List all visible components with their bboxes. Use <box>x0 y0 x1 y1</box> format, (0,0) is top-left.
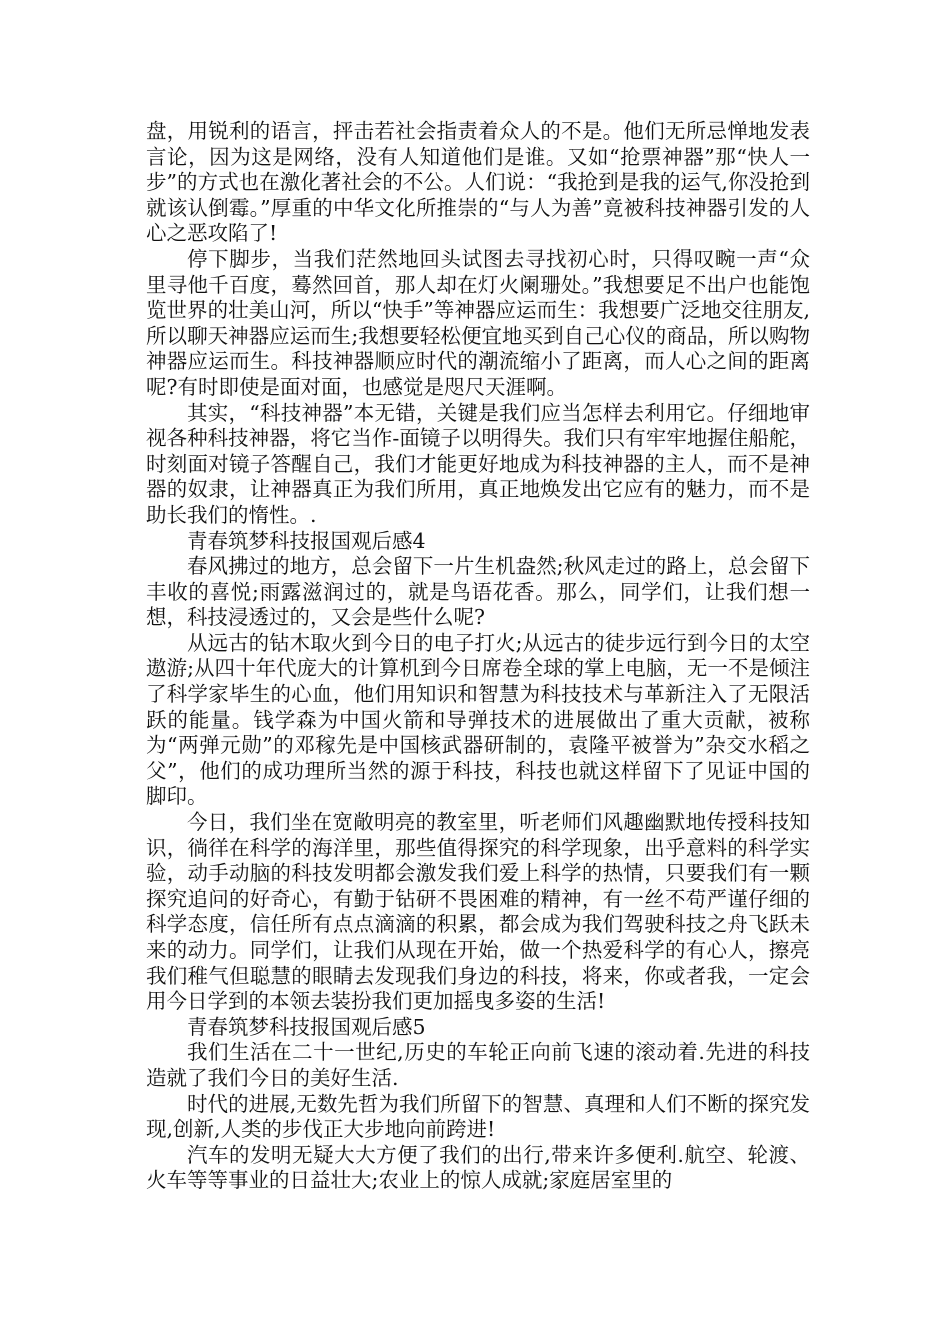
paragraph: 汽车的发明无疑大大方便了我们的出行,带来许多便利.航空、轮渡、火车等等事业的日益壮大;农业上的惊人成就;家庭居室里的 <box>146 1142 810 1193</box>
paragraph: 其实，“科技神器”本无错，关键是我们应当怎样去利用它。仔细地审视各种科技神器，将它当作-面镜子以明得失。我们只有牢牢地握住船舵，时刻面对镜子答醒自己，我们才能更好地成为科技神器的主人，而不是神器的奴隶，让神器真正为我们所用，真正地焕发出它应有的魅力，而不是助长我们的惰性。. <box>146 400 810 527</box>
section-heading: 青春筑梦科技报国观后感5 <box>187 1014 426 1039</box>
paragraph: 时代的进展,无数先哲为我们所留下的智慧、真理和人们不断的探究发现,创新,人类的步伐正大步地向前跨进! <box>146 1091 810 1142</box>
paragraph: 停下脚步，当我们茫然地回头试图去寻找初心时，只得叹畹一声“众里寻他千百度，蓦然回首，那人却在灯火阑珊处。”我想要足不出户也能饱览世界的壮美山河，所以“快手”等神器应运而生：我想要广泛地交往朋友,所以聊天神器应运而生;我想要轻松便宜地买到自己心仪的商品，所以购物神器应运而生。科技神器顺应时代的潮流缩小了距离，而人心之间的距离呢?有时即使是面对面，也感觉是咫尺天涯啊。 <box>146 246 810 399</box>
paragraph: 我们生活在二十一世纪,历史的车轮正向前飞速的滚动着.先进的科技造就了我们今日的美好生活. <box>146 1040 810 1090</box>
paragraph: 春风拂过的地方，总会留下一片生机盎然;秋风走过的路上，总会留下丰收的喜悦;雨露滋润过的，就是鸟语花香。那么，同学们，让我们想一想，科技浸透过的，又会是些什么呢? <box>146 554 810 630</box>
paragraph: 从远古的钻木取火到今日的电子打火;从远古的徒步远行到今日的太空遨游;从四十年代庞大的计算机到今日席卷全球的掌上电脑，无一不是倾注了科学家毕生的心血，他们用知识和智慧为科技技术与革新注入了无限活跃的能量。钱学森为中国火箭和导弹技术的进展做出了重大贡献，被称为“两弹元勋”的邓稼先是中国核武器研制的，袁隆平被誉为”杂交水稻之父”，他们的成功理所当然的源于科技，科技也就这样留下了见证中国的脚印。 <box>146 630 810 809</box>
paragraph-continued: 盘，用锐利的语言，抨击若社会指责着众人的不是。他们无所忌惮地发表言论，因为这是网络，没有人知道他们是谁。又如“抢票神器”那“快人一步”的方式也在激化著社会的不公。人们说：“我抢到是我的运气,你没抢到就该认倒霉。”厚重的中华文化所推崇的“与人为善”竟被科技神器引发的人心之恶攻陷了! <box>146 119 810 246</box>
paragraph: 今日，我们坐在宽敞明亮的教室里，听老师们风趣幽默地传授科技知识，徜徉在科学的海洋里，那些值得探究的科学现象，出乎意料的科学实验，动手动脑的科技发明都会激发我们爱上科学的热情，只要我们有一颗探究追问的好奇心，有勤于钻研不畏困难的精神，有一丝不苟严谨仔细的科学态度，信任所有点点滴滴的积累，都会成为我们驾驶科技之舟飞跃未来的动力。同学们，让我们从现在开始，做一个热爱科学的有心人，擦亮我们稚气但聪慧的眼睛去发现我们身边的科技，将来，你或者我，一定会用今日学到的本领去装扮我们更加摇曳多姿的生活! <box>146 810 810 1014</box>
section-heading: 青春筑梦科技报国观后感4 <box>187 528 426 553</box>
document-body <box>146 119 810 1194</box>
